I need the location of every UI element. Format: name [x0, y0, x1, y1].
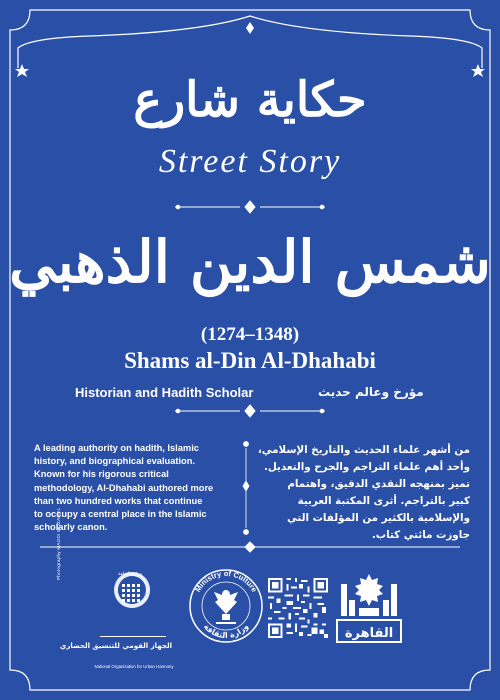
description-arabic-line: كبير بالتراجم. أثرى المكتبة العربية	[297, 495, 470, 507]
nouh-logo-icon	[59, 566, 174, 678]
top-separator	[175, 201, 325, 213]
description-arabic-line: من أشهر علماء الحديث والتاريخ الإسلامي،	[257, 444, 470, 456]
description-english-line: to occupy a central place in the Islamic	[34, 509, 207, 520]
moc-seal-english-text: Ministry of Culture	[193, 569, 259, 594]
cairo-logo-icon	[333, 570, 405, 645]
ministry-of-culture-seal-icon	[186, 566, 266, 646]
nouh-logo-arabic-text: الجهاز القومي للتنسيق الحضاري	[59, 642, 172, 650]
nouh-logo-ministry-text: وزارة الثقافة	[118, 572, 142, 577]
description-arabic-line: والإسلامية بالكثير من المؤلفات التي	[286, 512, 470, 524]
description-arabic-line: وأحد أهم علماء التراجم والجرح والتعديل.	[263, 461, 470, 473]
brand-arabic: حكاية شارع	[133, 72, 367, 128]
person-title-english: Historian and Hadith Scholar	[75, 385, 254, 400]
moc-seal-arabic-text: وزارة الثقافة	[201, 622, 251, 641]
description-english-line: A leading authority on hadith, Islamic	[34, 443, 199, 453]
description-english	[34, 442, 234, 534]
life-years: (1274–1348)	[200, 324, 300, 345]
description-english-line: than two hundred works that continue	[34, 495, 203, 506]
nouh-logo-english-text: National Organization for Urban Harmony	[94, 664, 174, 669]
top-diamond-ornament	[246, 22, 254, 34]
vertical-divider	[243, 442, 249, 535]
qr-code-icon	[268, 578, 328, 638]
person-name-arabic: شمس الدين الذهبي	[9, 228, 491, 296]
person-name-english: Shams al-Din Al-Dhahabi	[124, 348, 376, 373]
description-english-line: Known for his rigorous critical	[34, 469, 169, 480]
description-arabic-line: تميز بمنهجه النقدي الدقيق، واهتمام	[287, 478, 470, 490]
svg-text:Ministry of Culture	[193, 569, 259, 594]
photo-credit-name: MAGDI MOZAMEL	[56, 507, 61, 550]
photo-credit-label: Photography	[56, 549, 61, 580]
cairo-logo-text: القاهرة	[344, 626, 394, 641]
description-english-line: methodology, Al-Dhahabi authored more	[34, 482, 214, 493]
description-english-line: scholarly canon.	[34, 522, 108, 533]
description-arabic-line: جاوزت مائتي كتاب.	[371, 529, 470, 541]
brand-english: Street Story	[158, 143, 342, 180]
photo-credit	[56, 470, 61, 580]
description-arabic	[256, 442, 470, 544]
person-title-arabic: مؤرخ وعالم حديث	[318, 385, 424, 399]
middle-separator	[175, 405, 325, 417]
description-english-line: history, and biographical evaluation.	[34, 456, 196, 467]
